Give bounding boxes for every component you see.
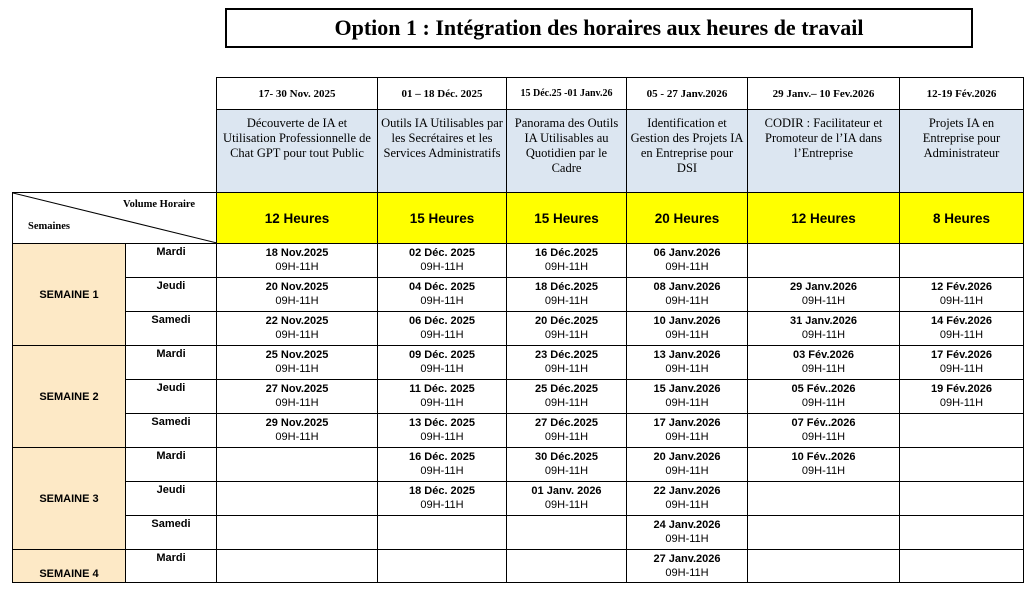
session-date: 01 Janv. 2026 <box>531 485 602 497</box>
session-cell <box>900 516 1024 550</box>
session-cell <box>217 482 378 516</box>
table-row <box>13 550 1024 583</box>
session-date: 10 Fév..2026 <box>791 451 856 463</box>
module-description: Projets IA en Entreprise pour Administrateur <box>900 110 1024 193</box>
session-cell <box>900 414 1024 448</box>
day-label: Mardi <box>126 244 217 278</box>
session-time: 09H-11H <box>939 295 984 307</box>
table-row <box>13 312 1024 346</box>
session-date: 20 Nov.2025 <box>265 281 329 293</box>
session-date: 17 Janv.2026 <box>653 417 721 429</box>
session-cell <box>627 346 748 380</box>
session-cell <box>900 482 1024 516</box>
session-time: 09H-11H <box>420 261 464 273</box>
session-time: 09H-11H <box>544 397 589 409</box>
module-description: Panorama des Outils IA Utilisables au Quotidien par le Cadre <box>507 110 627 193</box>
day-label: Jeudi <box>126 380 217 414</box>
session-date: 25 Déc.2025 <box>535 383 598 395</box>
table-row <box>13 380 1024 414</box>
session-time: 09H-11H <box>544 261 589 273</box>
session-cell <box>900 448 1024 482</box>
session-time: 09H-11H <box>801 465 846 477</box>
week-label: SEMAINE 4 <box>13 550 126 583</box>
module-period: 01 – 18 Déc. 2025 <box>378 78 507 110</box>
session-date: 18 Déc. 2025 <box>408 485 476 497</box>
week-label: SEMAINE 1 <box>13 244 126 346</box>
session-cell <box>378 516 507 550</box>
session-time: 09H-11H <box>544 295 589 307</box>
session-cell <box>627 516 748 550</box>
module-period: 29 Janv.– 10 Fev.2026 <box>748 78 900 110</box>
session-date: 03 Fév.2026 <box>793 349 854 361</box>
session-cell <box>900 278 1024 312</box>
day-label: Mardi <box>126 448 217 482</box>
module-description: Identification et Gestion des Projets IA en Entreprise pour DSI <box>627 110 748 193</box>
session-date: 29 Nov.2025 <box>265 417 329 429</box>
day-label: Samedi <box>126 312 217 346</box>
session-date: 14 Fév.2026 <box>931 315 992 327</box>
session-date: 08 Janv.2026 <box>653 281 721 293</box>
day-label: Jeudi <box>126 278 217 312</box>
session-time: 09H-11H <box>275 397 319 409</box>
table-row <box>13 414 1024 448</box>
day-label: Mardi <box>126 346 217 380</box>
session-date: 19 Fév.2026 <box>931 383 992 395</box>
session-time: 09H-11H <box>665 363 709 375</box>
session-time: 09H-11H <box>544 499 589 511</box>
session-cell <box>900 244 1024 278</box>
session-cell <box>507 346 627 380</box>
session-date: 15 Janv.2026 <box>653 383 721 395</box>
session-cell <box>507 244 627 278</box>
session-date: 29 Janv.2026 <box>789 281 858 293</box>
session-cell <box>217 244 378 278</box>
session-time: 09H-11H <box>665 295 709 307</box>
day-label: Mardi <box>126 550 217 583</box>
session-cell <box>900 380 1024 414</box>
session-time: 09H-11H <box>665 397 709 409</box>
session-cell <box>748 516 900 550</box>
session-date: 18 Nov.2025 <box>265 247 329 259</box>
module-hours: 12 Heures <box>217 193 378 244</box>
session-time: 09H-11H <box>939 363 984 375</box>
session-date: 10 Janv.2026 <box>653 315 721 327</box>
module-description: CODIR : Facilitateur et Promoteur de l’IA dans l’Entreprise <box>748 110 900 193</box>
session-date: 11 Déc. 2025 <box>409 383 475 395</box>
session-time: 09H-11H <box>275 329 319 341</box>
session-time: 09H-11H <box>275 363 319 375</box>
session-date: 24 Janv.2026 <box>653 519 721 531</box>
session-cell <box>748 312 900 346</box>
session-cell <box>748 550 900 583</box>
session-time: 09H-11H <box>801 329 846 341</box>
session-cell <box>378 414 507 448</box>
session-time: 09H-11H <box>801 431 846 443</box>
session-cell <box>627 448 748 482</box>
session-cell <box>507 448 627 482</box>
session-cell <box>217 414 378 448</box>
table-row <box>13 482 1024 516</box>
session-date: 20 Janv.2026 <box>653 451 721 463</box>
session-cell <box>627 312 748 346</box>
session-time: 09H-11H <box>420 295 464 307</box>
session-cell <box>507 312 627 346</box>
session-date: 18 Déc.2025 <box>535 281 598 293</box>
session-cell <box>217 550 378 583</box>
day-label: Samedi <box>126 414 217 448</box>
session-cell <box>507 550 627 583</box>
session-time: 09H-11H <box>275 261 319 273</box>
module-period: 12-19 Fév.2026 <box>900 78 1024 110</box>
session-cell <box>748 448 900 482</box>
session-time: 09H-11H <box>665 567 709 579</box>
session-cell <box>507 482 627 516</box>
module-description: Outils IA Utilisables par les Secrétaires et les Services Administratifs <box>378 110 507 193</box>
session-cell <box>627 380 748 414</box>
session-cell <box>378 380 507 414</box>
session-time: 09H-11H <box>544 431 589 443</box>
session-date: 07 Fév..2026 <box>791 417 856 429</box>
session-time: 09H-11H <box>801 397 846 409</box>
page-title: Option 1 : Intégration des horaires aux heures de travail <box>225 8 973 48</box>
session-time: 09H-11H <box>420 363 464 375</box>
session-date: 16 Déc.2025 <box>535 247 598 259</box>
session-date: 31 Janv.2026 <box>789 315 858 327</box>
module-hours: 12 Heures <box>748 193 900 244</box>
module-period: 05 - 27 Janv.2026 <box>627 78 748 110</box>
session-time: 09H-11H <box>420 397 464 409</box>
session-cell <box>627 244 748 278</box>
header-corner <box>13 193 217 244</box>
session-time: 09H-11H <box>665 329 709 341</box>
session-cell <box>748 346 900 380</box>
description-row <box>13 110 1024 193</box>
session-cell <box>217 278 378 312</box>
session-cell <box>378 550 507 583</box>
session-cell <box>217 448 378 482</box>
session-time: 09H-11H <box>420 431 464 443</box>
session-cell <box>217 380 378 414</box>
schedule-table <box>12 77 1024 583</box>
session-time: 09H-11H <box>420 499 464 511</box>
session-time: 09H-11H <box>665 431 709 443</box>
session-cell <box>900 346 1024 380</box>
week-label: SEMAINE 2 <box>13 346 126 448</box>
session-time: 09H-11H <box>275 295 319 307</box>
module-hours: 8 Heures <box>900 193 1024 244</box>
session-date: 02 Déc. 2025 <box>408 247 476 259</box>
session-time: 09H-11H <box>665 533 709 545</box>
session-cell <box>217 516 378 550</box>
session-cell <box>507 278 627 312</box>
session-cell <box>507 414 627 448</box>
table-row <box>13 516 1024 550</box>
session-date: 25 Nov.2025 <box>265 349 329 361</box>
session-time: 09H-11H <box>939 397 984 409</box>
session-cell <box>378 278 507 312</box>
session-cell <box>507 380 627 414</box>
module-period: 17- 30 Nov. 2025 <box>217 78 378 110</box>
session-cell <box>748 244 900 278</box>
table-row <box>13 448 1024 482</box>
session-date: 05 Fév..2026 <box>791 383 856 395</box>
session-date: 30 Déc.2025 <box>535 451 598 463</box>
session-cell <box>748 278 900 312</box>
session-time: 09H-11H <box>544 363 589 375</box>
table-row <box>13 244 1024 278</box>
module-hours: 15 Heures <box>507 193 627 244</box>
session-cell <box>627 550 748 583</box>
session-date: 27 Déc.2025 <box>535 417 598 429</box>
session-time: 09H-11H <box>544 329 589 341</box>
session-date: 13 Déc. 2025 <box>408 417 476 429</box>
session-date: 27 Janv.2026 <box>653 553 721 565</box>
module-hours: 20 Heures <box>627 193 748 244</box>
session-cell <box>217 346 378 380</box>
session-cell <box>748 482 900 516</box>
session-date: 23 Déc.2025 <box>535 349 598 361</box>
table-row <box>13 278 1024 312</box>
session-date: 13 Janv.2026 <box>653 349 721 361</box>
session-date: 22 Nov.2025 <box>265 315 329 327</box>
hours-row <box>13 193 1024 244</box>
session-cell <box>378 312 507 346</box>
session-date: 17 Fév.2026 <box>931 349 992 361</box>
session-time: 09H-11H <box>665 465 709 477</box>
day-label: Jeudi <box>126 482 217 516</box>
session-cell <box>378 448 507 482</box>
session-cell <box>748 414 900 448</box>
session-date: 20 Déc.2025 <box>535 315 598 327</box>
session-time: 09H-11H <box>665 499 709 511</box>
session-time: 09H-11H <box>420 465 464 477</box>
session-time: 09H-11H <box>939 329 984 341</box>
session-cell <box>900 550 1024 583</box>
session-cell <box>900 312 1024 346</box>
session-cell <box>507 516 627 550</box>
session-cell <box>627 278 748 312</box>
session-cell <box>627 482 748 516</box>
session-cell <box>378 244 507 278</box>
session-cell <box>378 346 507 380</box>
week-label: SEMAINE 3 <box>13 448 126 550</box>
session-date: 12 Fév.2026 <box>931 281 992 293</box>
session-date: 06 Déc. 2025 <box>408 315 476 327</box>
session-cell <box>217 312 378 346</box>
table-row <box>13 346 1024 380</box>
session-time: 09H-11H <box>665 261 709 273</box>
session-date: 06 Janv.2026 <box>653 247 721 259</box>
session-date: 16 Déc. 2025 <box>408 451 476 463</box>
session-time: 09H-11H <box>544 465 589 477</box>
day-label: Samedi <box>126 516 217 550</box>
session-time: 09H-11H <box>801 295 846 307</box>
session-date: 09 Déc. 2025 <box>408 349 476 361</box>
session-date: 04 Déc. 2025 <box>408 281 476 293</box>
volume-label: Volume Horaire <box>123 199 196 210</box>
session-time: 09H-11H <box>275 431 319 443</box>
session-date: 22 Janv.2026 <box>653 485 721 497</box>
session-cell <box>378 482 507 516</box>
session-time: 09H-11H <box>420 329 464 341</box>
session-date: 27 Nov.2025 <box>265 383 329 395</box>
module-description: Découverte de IA et Utilisation Professionnelle de Chat GPT pour tout Public <box>217 110 378 193</box>
session-cell <box>627 414 748 448</box>
session-cell <box>748 380 900 414</box>
module-hours: 15 Heures <box>378 193 507 244</box>
session-time: 09H-11H <box>801 363 846 375</box>
module-period: 15 Déc.25 -01 Janv.26 <box>507 78 627 110</box>
period-row <box>13 78 1024 110</box>
weeks-label: Semaines <box>28 221 70 232</box>
